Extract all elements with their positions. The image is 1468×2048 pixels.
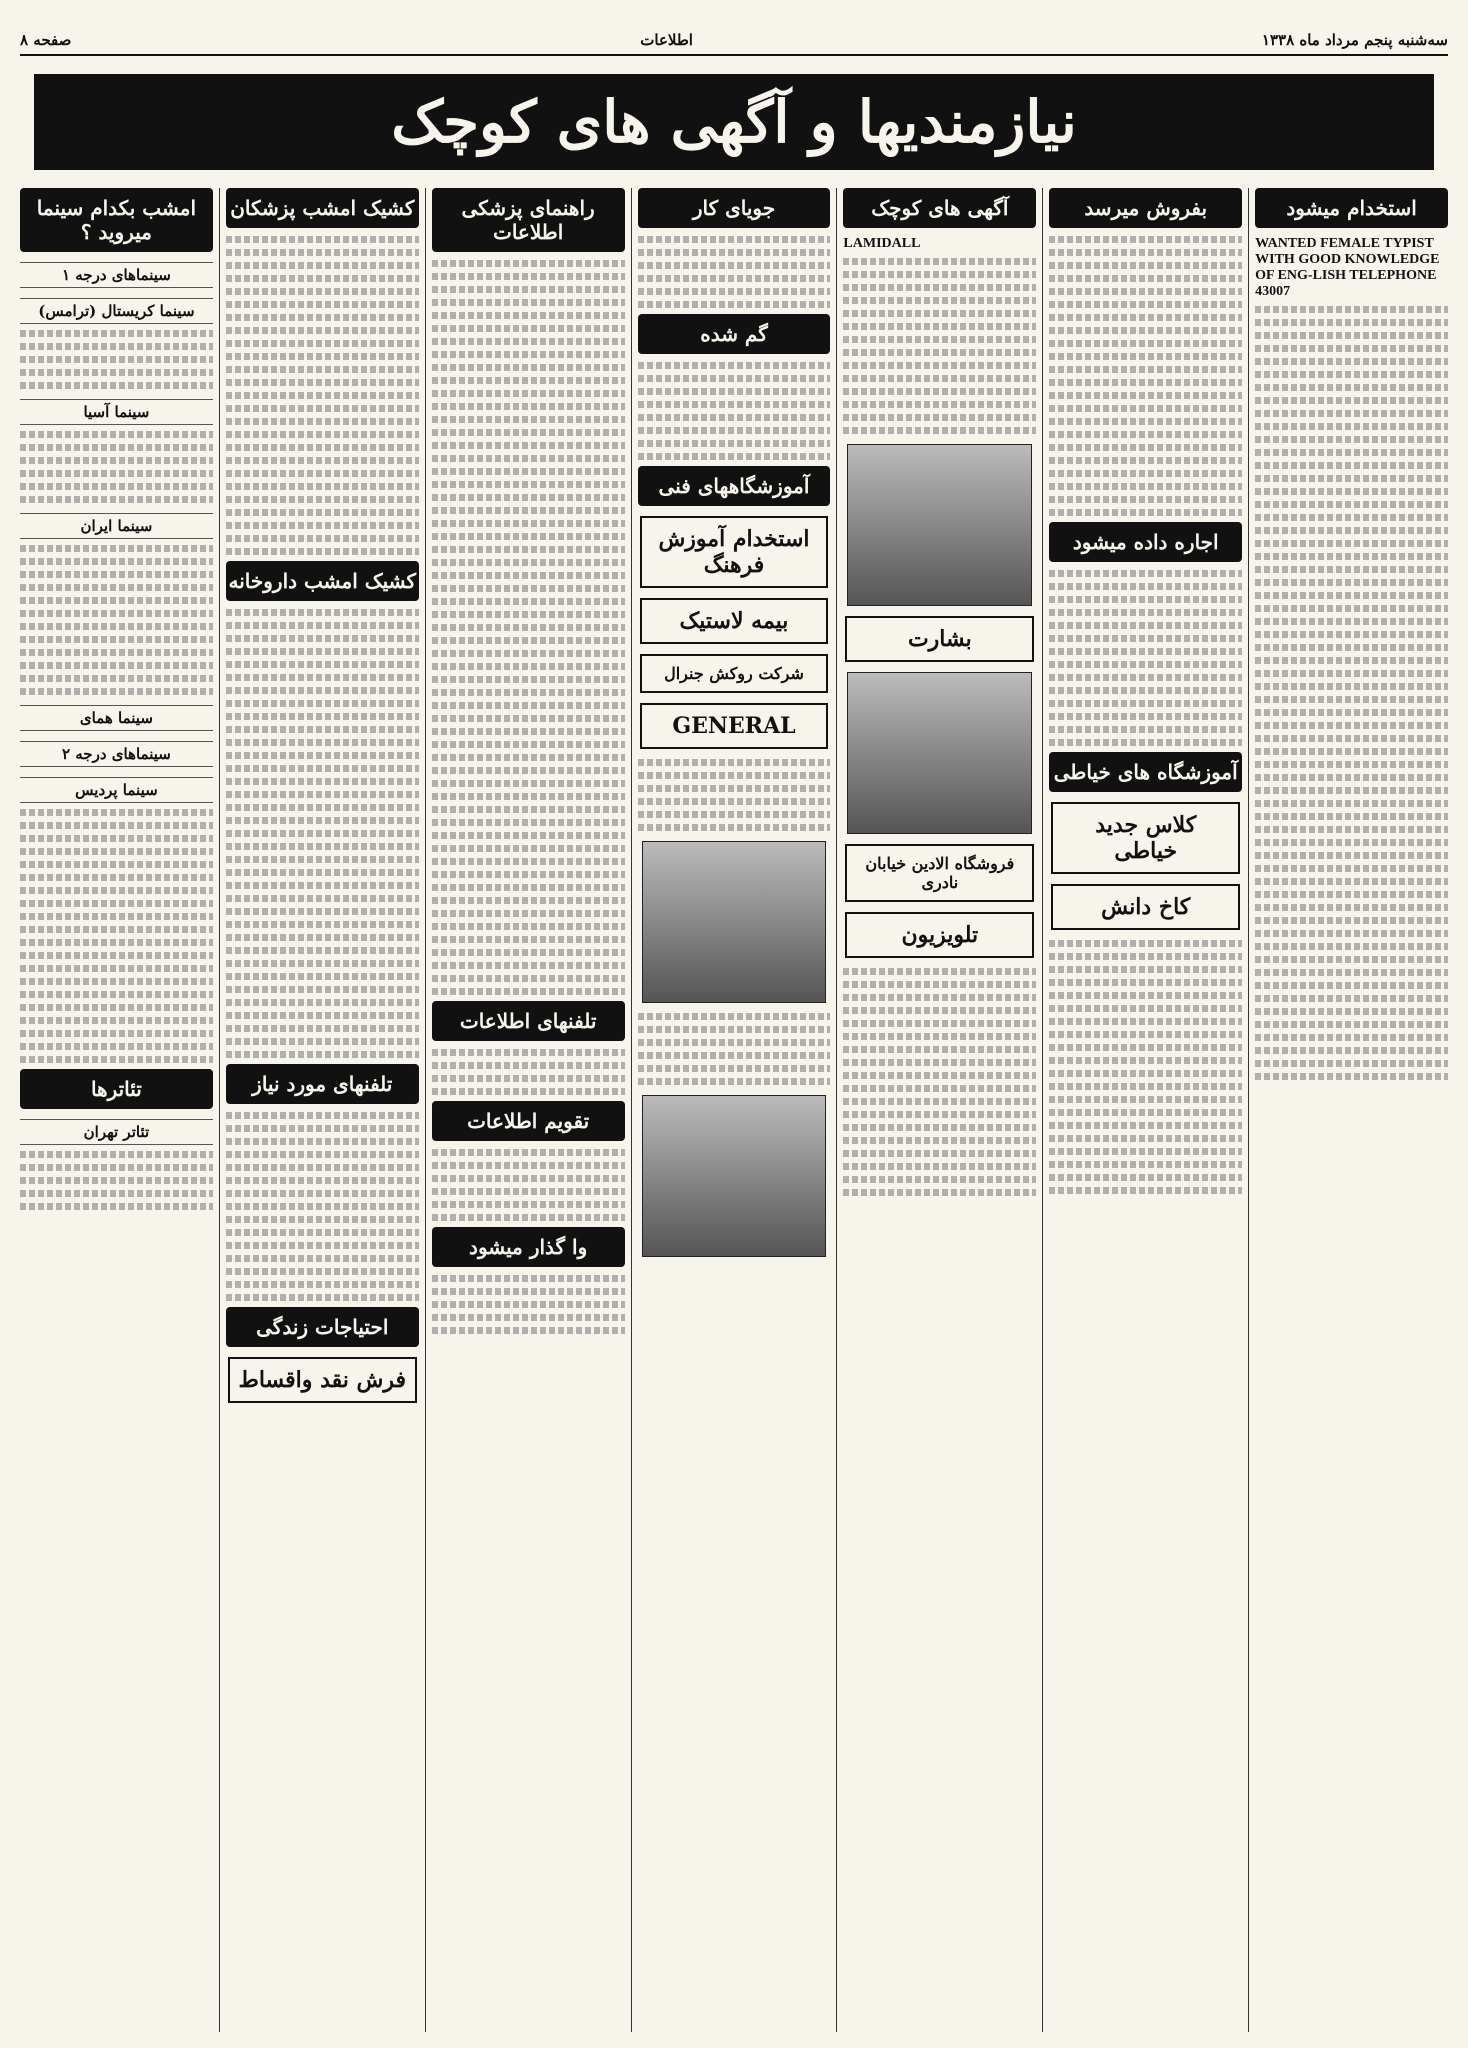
section-heading: احتیاجات زندگی [226, 1307, 419, 1347]
ad-text [843, 258, 1036, 434]
ad-text [432, 1149, 625, 1221]
column-heading: کشیک امشب پزشکان [226, 188, 419, 228]
section-heading: تلفنهای اطلاعات [432, 1001, 625, 1041]
section-heading: اجاره داده میشود [1049, 522, 1242, 562]
ad-text [226, 1112, 419, 1301]
ad-text [226, 236, 419, 555]
section-heading: تقویم اطلاعات [432, 1101, 625, 1141]
cinema-name: سینما ایران [20, 513, 213, 539]
listing-text [20, 431, 213, 503]
columns [14, 188, 1454, 2032]
general-logo: GENERAL [640, 703, 829, 749]
banner-title: نیازمندیها و آگهی های کوچک [391, 88, 1077, 156]
column-heading: استخدام میشود [1255, 188, 1448, 228]
cinema-name: سینما پردیس [20, 777, 213, 803]
kakh-danesh-ad: کاخ دانش [1051, 884, 1240, 930]
section-heading: تلفنهای مورد نیاز [226, 1064, 419, 1104]
ad-text [432, 1049, 625, 1095]
theater-name: تئاتر تهران [20, 1119, 213, 1145]
ad-text [1049, 236, 1242, 516]
watch-ad-image [847, 444, 1032, 606]
listing-text [20, 330, 213, 389]
tailoring-class-ad: کلاس جدید خیاطی [1051, 802, 1240, 874]
listing-text [20, 1151, 213, 1210]
ad-text [1255, 306, 1448, 1080]
column-cinema [14, 188, 219, 2032]
ad-text [843, 968, 1036, 1196]
column-heading: امشب بکدام سینما میروید ؟ [20, 188, 213, 252]
ad-text [638, 236, 831, 308]
listing-text [20, 809, 213, 1063]
section-heading: وا گذار میشود [432, 1227, 625, 1267]
aladdin-store-ad: فروشگاه الادین خیابان نادری [845, 844, 1034, 902]
column-employment [1248, 188, 1454, 2032]
farhang-school-ad: استخدام آموزش فرهنگ [640, 516, 829, 588]
section-heading: آموزشگاههای فنی [638, 466, 831, 506]
ad-text [432, 260, 625, 995]
english-ad: WANTED FEMALE TYPIST WITH GOOD KNOWLEDGE OF ENG-LISH TELEPHONE 43007 [1255, 236, 1440, 300]
column-heading: بفروش میرسد [1049, 188, 1242, 228]
ad-text [1049, 570, 1242, 746]
section-heading: تئاترها [20, 1069, 213, 1109]
column-for-sale [1042, 188, 1248, 2032]
column-heading: جویای کار [638, 188, 831, 228]
cinema-name: سینما همای [20, 705, 213, 731]
ad-text [638, 759, 831, 831]
ad-text [432, 1275, 625, 1334]
ad-text [1049, 940, 1242, 1194]
cinema-name: سینما آسیا [20, 399, 213, 425]
ad-text [638, 1013, 831, 1085]
section-heading: سینماهای درجه ۲ [20, 741, 213, 767]
ad-text [638, 362, 831, 460]
general-company-ad: شرکت روکش جنرال [640, 654, 829, 693]
column-job-seekers [631, 188, 837, 2032]
cinema-name: سینما کریستال (ترامس) [20, 298, 213, 324]
classifieds-banner [34, 74, 1434, 170]
column-small-ads [836, 188, 1042, 2032]
column-heading: آگهی های کوچک [843, 188, 1036, 228]
section-heading: گم شده [638, 314, 831, 354]
listing-text [20, 545, 213, 695]
page-number: صفحه ۸ [20, 31, 72, 49]
column-night-doctors [219, 188, 425, 2032]
english-ad: LAMIDALL [843, 236, 921, 251]
section-heading: سینماهای درجه ۱ [20, 262, 213, 288]
column-medical-guide [425, 188, 631, 2032]
student-photo-2 [642, 1095, 827, 1257]
tire-insurance-ad: بیمه لاستیک [640, 598, 829, 644]
besharat-ad: بشارت [845, 616, 1034, 662]
student-photo-1 [642, 841, 827, 1003]
page-header [20, 26, 1448, 56]
ad-text [226, 609, 419, 1058]
carpet-ad: فرش نقد واقساط [228, 1357, 417, 1403]
paper-name: اطلاعات [640, 31, 693, 49]
samovar-ad-image [847, 672, 1032, 834]
section-heading: کشیک امشب داروخانه [226, 561, 419, 601]
column-heading: راهنمای پزشکی اطلاعات [432, 188, 625, 252]
section-heading: آموزشگاه های خیاطی [1049, 752, 1242, 792]
television-ad: تلویزیون [845, 912, 1034, 958]
issue-date: سه‌شنبه پنجم مرداد ماه ۱۳۳۸ [1261, 31, 1448, 49]
